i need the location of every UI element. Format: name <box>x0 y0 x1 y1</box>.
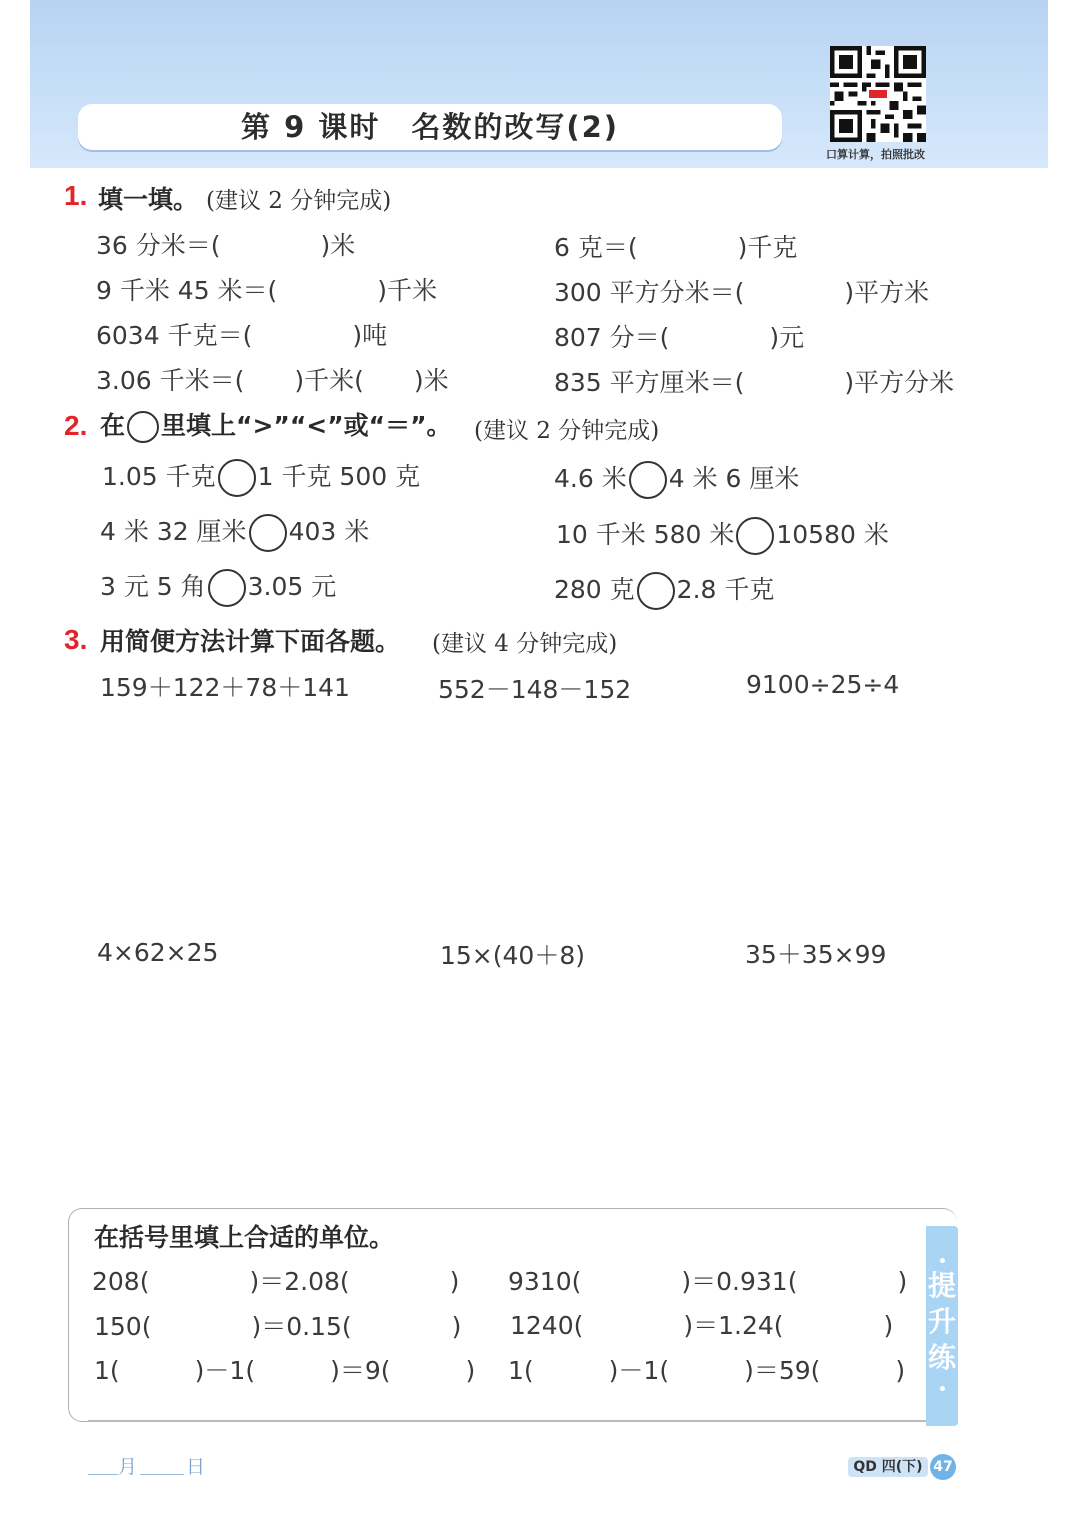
fill-item[interactable]: 6034 千克＝( )吨 <box>96 321 388 350</box>
section-2-title <box>100 406 452 443</box>
page-number: 47 <box>930 1454 956 1480</box>
calc-problem: 15×(40＋8) <box>440 941 585 970</box>
section-2-title-post: 里填上“>”“<”或“＝”。 <box>161 411 452 440</box>
compare-item <box>554 570 774 610</box>
fill-item[interactable]: 6 克＝( )千克 <box>554 233 798 262</box>
calc-problem: 9100÷25÷4 <box>746 670 900 699</box>
improve-rule <box>88 1420 926 1422</box>
page-title: 第 9 课时 名数的改写(2) <box>240 110 620 144</box>
compare-right: 4 米 6 厘米 <box>668 464 800 493</box>
month-underline <box>88 1474 118 1475</box>
calc-problem: 4×62×25 <box>97 938 219 967</box>
grade-badge: QD 四(下) <box>848 1457 928 1477</box>
compare-circle[interactable] <box>736 517 774 555</box>
month-label: 月 <box>118 1456 138 1478</box>
compare-circle[interactable] <box>629 461 667 499</box>
compare-item <box>100 512 369 552</box>
compare-left: 4.6 米 <box>554 464 627 493</box>
section-1-note: (建议 2 分钟完成) <box>206 188 392 214</box>
section-2-number: 2. <box>64 410 88 441</box>
compare-left: 1.05 千克 <box>102 462 216 491</box>
compare-circle[interactable] <box>218 459 256 497</box>
improve-dot <box>940 1258 945 1263</box>
compare-right: 2.8 千克 <box>676 575 775 604</box>
unit-fill-item[interactable]: 208( )＝2.08( ) <box>92 1267 460 1296</box>
improve-side-label: 提升练 <box>927 1269 956 1374</box>
compare-left: 4 米 32 厘米 <box>100 517 247 546</box>
compare-right: 403 米 <box>288 517 370 546</box>
fill-item[interactable]: 3.06 千米＝( )千米( )米 <box>96 366 449 395</box>
compare-right: 3.05 元 <box>247 572 337 601</box>
compare-circle[interactable] <box>208 569 246 607</box>
unit-fill-item[interactable]: 9310( )＝0.931( ) <box>508 1267 908 1296</box>
fill-item[interactable]: 9 千米 45 米＝( )千米 <box>96 276 438 305</box>
compare-item <box>100 567 336 607</box>
compare-left: 10 千米 580 米 <box>556 520 735 549</box>
qr-code-icon <box>830 46 926 142</box>
compare-circle[interactable] <box>249 514 287 552</box>
fill-item[interactable]: 807 分＝( )元 <box>554 323 805 352</box>
compare-right: 1 千克 500 克 <box>257 462 421 491</box>
unit-fill-item[interactable]: 1( )－1( )＝59( ) <box>508 1356 906 1385</box>
unit-fill-item[interactable]: 150( )＝0.15( ) <box>94 1312 462 1341</box>
day-label: 日 <box>186 1456 206 1478</box>
compare-item <box>554 459 799 499</box>
improve-dot <box>940 1386 945 1391</box>
day-underline <box>140 1474 184 1475</box>
section-3-number: 3. <box>64 624 88 655</box>
title-bar <box>78 104 782 150</box>
section-1-number: 1. <box>64 180 88 211</box>
compare-right: 10580 米 <box>776 520 889 549</box>
compare-circle[interactable] <box>637 572 675 610</box>
improve-title: 在括号里填上合适的单位。 <box>94 1223 395 1252</box>
section-3-note: (建议 4 分钟完成) <box>432 631 618 657</box>
unit-fill-item[interactable]: 1240( )＝1.24( ) <box>510 1311 894 1340</box>
compare-circle-icon <box>127 411 159 443</box>
compare-left: 280 克 <box>554 575 635 604</box>
section-1-title: 填一填。 <box>98 185 199 214</box>
fill-item[interactable]: 36 分米＝( )米 <box>96 231 356 260</box>
compare-item <box>102 457 420 497</box>
section-3-title: 用简便方法计算下面各题。 <box>100 627 401 656</box>
compare-left: 3 元 5 角 <box>100 572 206 601</box>
calc-problem: 552－148－152 <box>438 675 632 704</box>
section-2-note: (建议 2 分钟完成) <box>474 418 660 444</box>
unit-fill-item[interactable]: 1( )－1( )＝9( ) <box>94 1356 476 1385</box>
fill-item[interactable]: 835 平方厘米＝( )平方分米 <box>554 368 955 397</box>
compare-item <box>556 515 889 555</box>
calc-problem: 35＋35×99 <box>745 940 887 969</box>
section-2-title-pre: 在 <box>100 411 126 440</box>
fill-item[interactable]: 300 平方分米＝( )平方米 <box>554 278 930 307</box>
calc-problem: 159＋122＋78＋141 <box>100 673 350 702</box>
qr-caption: 口算计算，拍照批改 <box>826 148 925 161</box>
